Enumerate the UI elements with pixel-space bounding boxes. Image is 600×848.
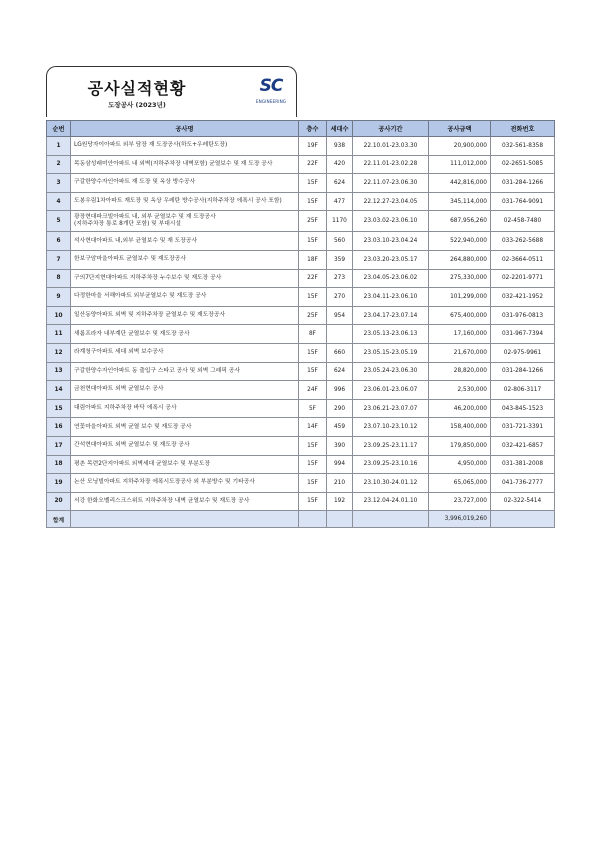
table-row [47,192,555,211]
phone-cell: 02-975-9961 [491,343,555,362]
row-number: 4 [47,192,71,211]
period-cell: 23.06.01-23.06.07 [353,381,429,400]
phone-cell: 032-421-1952 [491,288,555,307]
amount-cell: 687,956,260 [429,211,491,232]
floors-cell: 15F [299,343,327,362]
phone-cell: 02-2201-9771 [491,269,555,288]
units-cell: 660 [327,343,353,362]
project-name: 논산 모닝빌아파트 지하주차장 에폭시도장공사 외 부분방수 및 기타공사 [71,474,299,493]
amount-cell: 179,850,000 [429,436,491,455]
amount-cell: 23,727,000 [429,492,491,511]
row-number: 17 [47,436,71,455]
phone-cell: 02-322-5414 [491,492,555,511]
floors-cell: 15F [299,288,327,307]
row-number: 13 [47,362,71,381]
period-cell: 23.06.21-23.07.07 [353,399,429,418]
amount-cell: 4,950,000 [429,455,491,474]
table-row [47,381,555,400]
page-title: 공사실적현황 [87,79,187,98]
period-cell: 23.12.04-24.01.10 [353,492,429,511]
period-cell: 23.03.10-23.04.24 [353,232,429,251]
table-row [47,362,555,381]
period-cell: 22.10.01-23.03.30 [353,137,429,156]
project-name: 일산동양아파트 외벽 및 지하주차장 균열보수 및 재도장공사 [71,306,299,325]
floors-cell: 19F [299,137,327,156]
floors-cell: 15F [299,455,327,474]
total-empty-cell [491,511,555,528]
period-cell: 22.11.01-23.02.28 [353,155,429,174]
row-number: 15 [47,399,71,418]
units-cell: 954 [327,306,353,325]
units-cell: 994 [327,455,353,474]
table-row [47,155,555,174]
row-number: 3 [47,174,71,193]
amount-cell: 17,160,000 [429,325,491,344]
period-cell: 23.04.17-23.07.14 [353,306,429,325]
performance-table [46,120,555,528]
row-number: 2 [47,155,71,174]
row-number: 12 [47,343,71,362]
table-row [47,455,555,474]
row-number: 20 [47,492,71,511]
phone-cell: 031-284-1266 [491,362,555,381]
period-cell: 23.09.25-23.10.16 [353,455,429,474]
phone-cell: 041-736-2777 [491,474,555,493]
amount-cell: 522,940,000 [429,232,491,251]
table-row [47,250,555,269]
units-cell: 290 [327,399,353,418]
logo-mark: SC [259,76,283,96]
table-header-row [47,121,555,137]
project-name: 한보구암마을아파트 균열보수 및 재도장공사 [71,250,299,269]
period-cell: 23.03.02-23.06.10 [353,211,429,232]
units-cell: 477 [327,192,353,211]
row-number: 5 [47,211,71,232]
floors-cell: 5F [299,399,327,418]
project-name: 목동삼성래미안아파트 내 외벽(지하주차장 내벽포함) 균열보수 및 재 도장 공사 [71,155,299,174]
row-number: 16 [47,418,71,437]
project-name: 새롬프라자 내부계단 균열보수 및 재도장 공사 [71,325,299,344]
amount-cell: 675,400,000 [429,306,491,325]
column-header-amount: 공사금액 [429,121,491,137]
floors-cell: 15F [299,362,327,381]
table-row [47,269,555,288]
table-row [47,211,555,232]
table-row [47,343,555,362]
amount-cell: 65,065,000 [429,474,491,493]
period-cell: 23.03.20-23.05.17 [353,250,429,269]
project-name: 광장현대파크빌아파트 내, 외부 균열보수 및 재 도장공사 (지하주차장 통로 8개단 포함) 및 부대시설 [71,211,299,232]
floors-cell: 25F [299,211,327,232]
floors-cell: 18F [299,250,327,269]
project-name: 대림아파트 지하주차장 바닥 에폭시 공사 [71,399,299,418]
row-number: 10 [47,306,71,325]
units-cell: 624 [327,362,353,381]
phone-cell: 031-381-2008 [491,455,555,474]
column-header-phone: 전화번호 [491,121,555,137]
units-cell: 270 [327,288,353,307]
amount-cell: 2,530,000 [429,381,491,400]
amount-cell: 442,816,000 [429,174,491,193]
company-logo [253,77,289,111]
amount-cell: 275,330,000 [429,269,491,288]
table-row [47,306,555,325]
period-cell: 23.05.15-23.05.19 [353,343,429,362]
project-name: 도봉우림1차아파트 재도장 및 옥상 우레탄 방수공사(지하주차장 에폭시 공사 포함) [71,192,299,211]
floors-cell: 15F [299,232,327,251]
table-row [47,137,555,156]
project-name: 금천현대아파트 외벽 균열보수 공사 [71,381,299,400]
period-cell: 23.05.13-23.06.13 [353,325,429,344]
units-cell: 996 [327,381,353,400]
period-cell: 23.05.24-23.06.30 [353,362,429,381]
table-row [47,436,555,455]
project-name: 구의7단지현대아파트 지하주차장 누수보수 및 재도장 공사 [71,269,299,288]
floors-cell: 22F [299,155,327,174]
units-cell: 1170 [327,211,353,232]
column-header-period: 공사기간 [353,121,429,137]
units-cell: 459 [327,418,353,437]
units-cell: 390 [327,436,353,455]
floors-cell: 15F [299,174,327,193]
period-cell: 22.12.27-23.04.05 [353,192,429,211]
phone-cell: 032-561-8358 [491,137,555,156]
phone-cell: 031-967-7394 [491,325,555,344]
amount-cell: 264,880,000 [429,250,491,269]
period-cell: 23.10.30-24.01.12 [353,474,429,493]
floors-cell: 15F [299,436,327,455]
project-name: 평촌 목련2단지아파트 외벽세대 균열보수 및 부분도장 [71,455,299,474]
floors-cell: 14F [299,418,327,437]
column-header-name: 공사명 [71,121,299,137]
project-name: 다정한마을 서해아파트 외부균열보수 및 재도장 공사 [71,288,299,307]
amount-cell: 101,299,000 [429,288,491,307]
total-empty-cell [71,511,299,528]
amount-cell: 111,012,000 [429,155,491,174]
project-name: 라계청구아파트 세대 외벽 보수공사 [71,343,299,362]
table-row [47,325,555,344]
floors-cell: 8F [299,325,327,344]
total-empty-cell [299,511,327,528]
period-cell: 23.04.05-23.06.02 [353,269,429,288]
phone-cell: 032-421-6857 [491,436,555,455]
table-row [47,232,555,251]
floors-cell: 24F [299,381,327,400]
table-row [47,492,555,511]
total-row [47,511,555,528]
column-header-no: 순번 [47,121,71,137]
table-row [47,174,555,193]
phone-cell: 02-458-7480 [491,211,555,232]
total-empty-cell [327,511,353,528]
project-name: 구갈한양수자인아파트 동 출입구 스타코 공사 및 외벽 그래픽 공사 [71,362,299,381]
logo-subtext: ENGINEERING [255,99,287,104]
project-name: 간석현대아파트 외벽 균열보수 및 재도장 공사 [71,436,299,455]
table-row [47,474,555,493]
amount-cell: 158,400,000 [429,418,491,437]
amount-cell: 46,200,000 [429,399,491,418]
phone-cell: 031-284-1266 [491,174,555,193]
project-name: 석사현대아파트 내,외부 균열보수 및 재 도장공사 [71,232,299,251]
phone-cell: 033-262-5688 [491,232,555,251]
floors-cell: 15F [299,492,327,511]
units-cell: 210 [327,474,353,493]
period-cell: 23.07.10-23.10.12 [353,418,429,437]
period-cell: 22.11.07-23.06.30 [353,174,429,193]
floors-cell: 15F [299,474,327,493]
units-cell: 192 [327,492,353,511]
project-name: 연꽃마을아파트 외벽 균열 보수 및 재도장 공사 [71,418,299,437]
project-name: 서강 한화오벨리스크스위트 지하주차장 내벽 균열보수 및 재도장 공사 [71,492,299,511]
floors-cell: 22F [299,269,327,288]
total-empty-cell [353,511,429,528]
page-subtitle: 도장공사 (2023년) [108,101,166,109]
amount-cell: 21,670,000 [429,343,491,362]
units-cell [327,325,353,344]
table-row [47,418,555,437]
units-cell: 420 [327,155,353,174]
floors-cell: 25F [299,306,327,325]
units-cell: 273 [327,269,353,288]
total-label: 합계 [47,511,71,528]
row-number: 9 [47,288,71,307]
units-cell: 938 [327,137,353,156]
row-number: 11 [47,325,71,344]
project-name: LG원당자이아파트 외부 담장 재 도장공사(하도+우레탄도장) [71,137,299,156]
floors-cell: 15F [299,192,327,211]
table-row [47,399,555,418]
column-header-floors: 층수 [299,121,327,137]
row-number: 14 [47,381,71,400]
phone-cell: 02-3664-0511 [491,250,555,269]
units-cell: 359 [327,250,353,269]
amount-cell: 20,900,000 [429,137,491,156]
title-box [46,66,297,117]
row-number: 19 [47,474,71,493]
column-header-units: 세대수 [327,121,353,137]
phone-cell: 031-976-0813 [491,306,555,325]
row-number: 6 [47,232,71,251]
phone-cell: 02-806-3117 [491,381,555,400]
total-amount: 3,996,019,260 [429,511,491,528]
phone-cell: 043-845-1523 [491,399,555,418]
row-number: 18 [47,455,71,474]
phone-cell: 02-2651-5085 [491,155,555,174]
table-row [47,288,555,307]
project-name: 구갈한양수자인아파트 재 도장 및 옥상 방수공사 [71,174,299,193]
units-cell: 560 [327,232,353,251]
units-cell: 624 [327,174,353,193]
period-cell: 23.09.25-23.11.17 [353,436,429,455]
amount-cell: 345,114,000 [429,192,491,211]
row-number: 8 [47,269,71,288]
amount-cell: 28,820,000 [429,362,491,381]
row-number: 1 [47,137,71,156]
phone-cell: 031-764-9091 [491,192,555,211]
period-cell: 23.04.11-23.06.10 [353,288,429,307]
phone-cell: 031-721-3391 [491,418,555,437]
row-number: 7 [47,250,71,269]
